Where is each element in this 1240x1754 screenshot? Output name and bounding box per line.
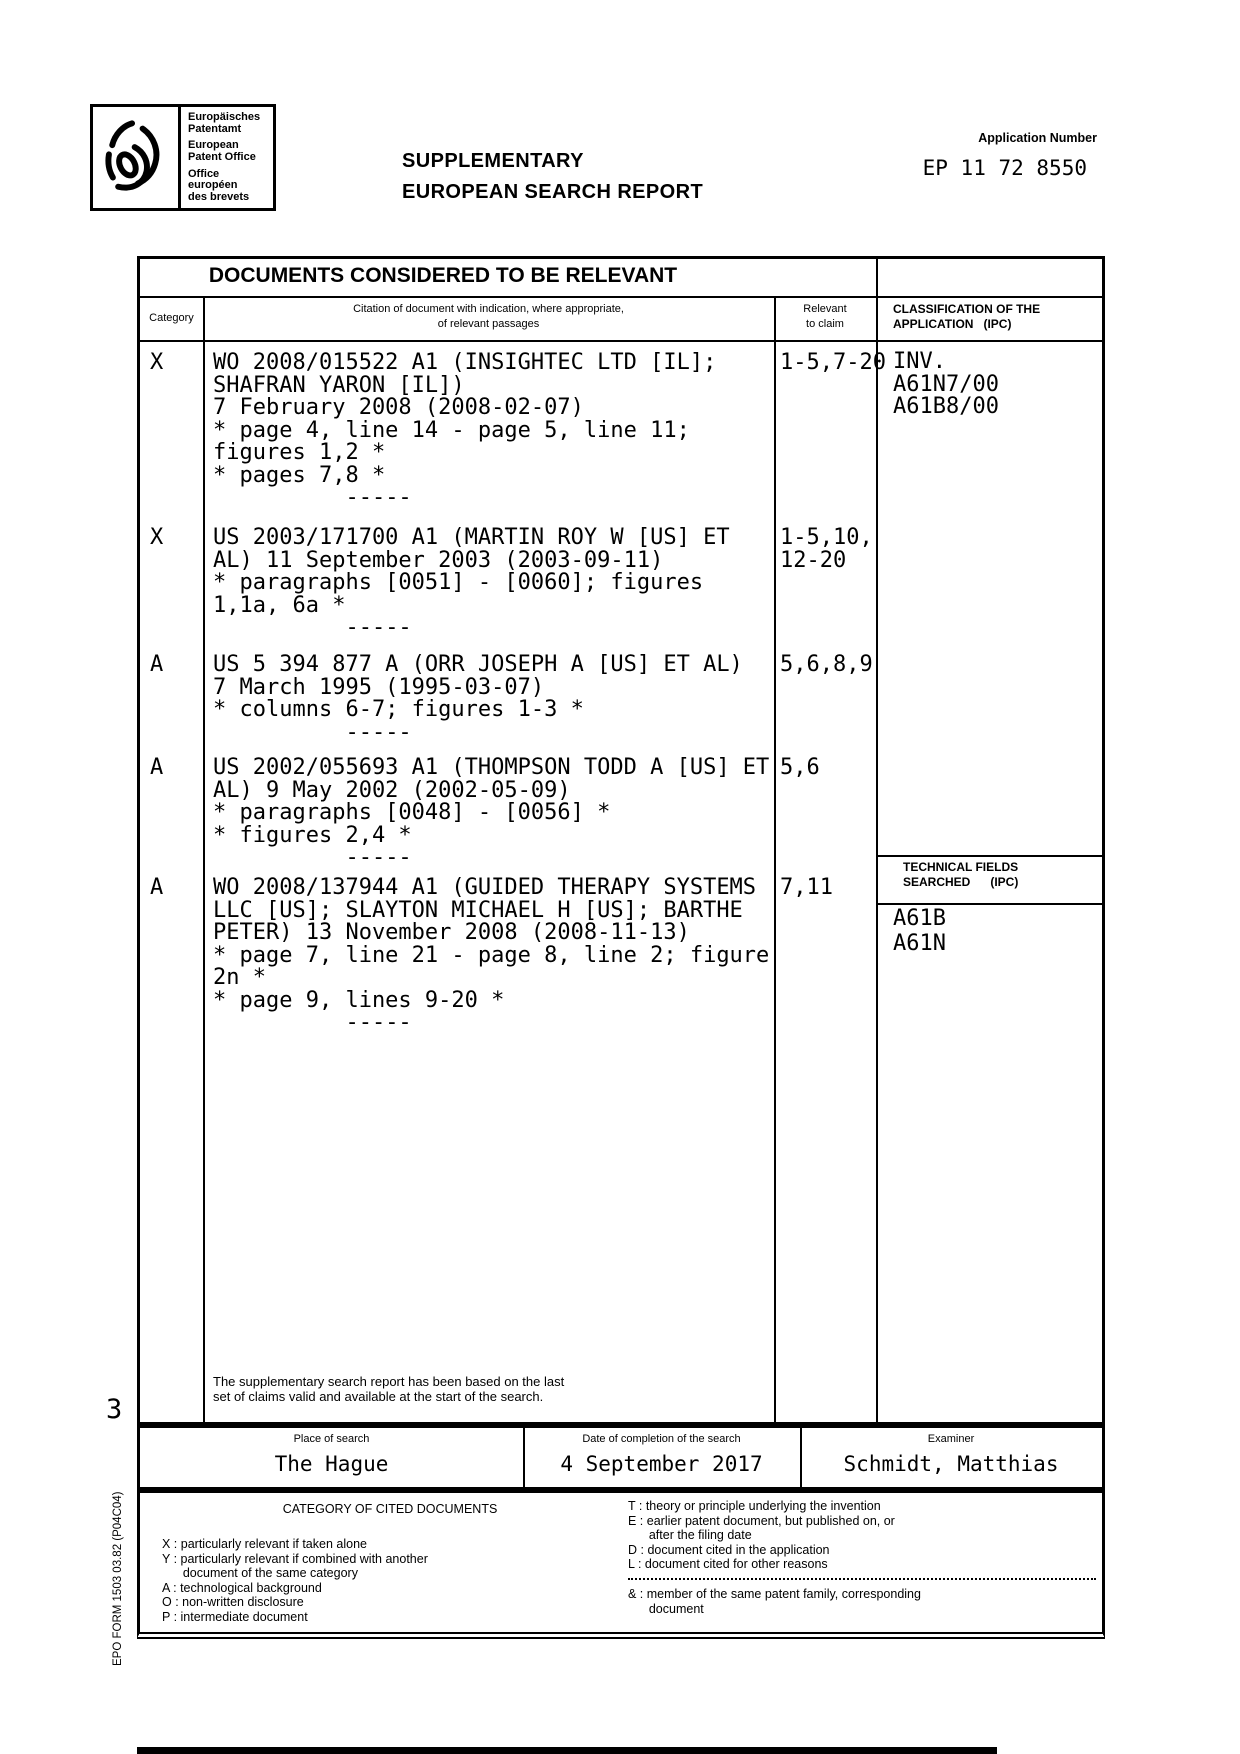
documents-table [137,256,1105,1425]
legend-codes-bottom: & : member of the same patent family, corresponding document [628,1587,921,1616]
date-of-completion-label: Date of completion of the search [582,1433,741,1445]
epo-logo-icon [103,114,169,202]
place-of-search-value: The Hague [274,1452,389,1476]
legend-codes-top: T : theory or principle underlying the invention E : earlier patent document, but published on, or after the filing date D : document cited in the application L : document cited for other reasons [628,1499,895,1572]
column-header-relevant: Relevant to claim [803,303,847,330]
entry-relevant-claims: 5,6 [780,755,820,780]
entry-category: X [150,525,164,550]
column-header-citation: Citation of document with indication, where appropriate, of relevant passages [353,303,624,330]
epo-logo [93,107,181,208]
report-title-line2: EUROPEAN SEARCH REPORT [402,181,704,203]
technical-fields-values: A61B A61N [893,906,946,956]
technical-fields-label: TECHNICAL FIELDS SEARCHED (IPC) [903,860,1019,889]
legend-categories: X : particularly relevant if taken alone Y : particularly relevant if combined with another document of the same category A : technological background O : non-written disclosure P : intermediate document [162,1537,428,1624]
page-number: 3 [106,1394,123,1425]
search-basis-note: The supplementary search report has been based on the last set of claims valid and available at the start of the search. [213,1374,565,1404]
epo-logo-box [90,104,276,211]
entry-relevant-claims: 5,6,8,9 [780,652,873,677]
form-code: EPO FORM 1503 03.82 (P04C04) [112,1491,124,1666]
entry-relevant-claims: 7,11 [780,875,833,900]
classification-column-divider [876,259,878,1422]
relevant-column-divider [774,296,776,1422]
legend-title: CATEGORY OF CITED DOCUMENTS [282,1502,498,1516]
entry-citation: US 5 394 877 A (ORR JOSEPH A [US] ET AL) 7 March 1995 (1995-03-07) * columns 6-7; figures 1-3 * ----- [213,652,743,745]
column-header-classification: CLASSIFICATION OF THE APPLICATION (IPC) [893,302,1041,331]
epo-name-german: Europäisches Patentamt [188,111,261,135]
entry-category: A [150,755,164,780]
epo-name-english: European Patent Office [188,139,256,163]
report-title [402,146,703,208]
column-header-category: Category [149,312,194,324]
entry-citation: WO 2008/137944 A1 (GUIDED THERAPY SYSTEMS LLC [US]; SLAYTON MICHAEL H [US]; BARTHE PETER) 13 November 2008 (2008-11-13) * page 7, line 21 - page 8, line 2; figure 2n * * page 9, lines 9-20 * ----- [213,875,770,1035]
entry-relevant-claims: 1-5,10, 12-20 [780,525,873,573]
examiner-label: Examiner [927,1433,975,1445]
technical-fields-box-bottom [876,903,1102,905]
technical-fields-box-top [876,855,1102,857]
header-row-divider [140,340,1102,342]
table-title: DOCUMENTS CONSIDERED TO BE RELEVANT [208,264,678,287]
page-edge-bar [137,1747,997,1754]
place-of-search-label: Place of search [293,1433,370,1445]
search-info-table [137,1425,1105,1490]
entry-citation: US 2002/055693 A1 (THOMPSON TODD A [US] ET AL) 9 May 2002 (2002-05-09) * paragraphs [0048] - [0056] * * figures 2,4 * ----- [213,755,770,870]
entry-relevant-claims: 1-5,7-20 [780,350,886,375]
examiner-value: Schmidt, Matthias [843,1452,1059,1476]
entry-citation: US 2003/171700 A1 (MARTIN ROY W [US] ET AL) 11 September 2003 (2003-09-11) * paragraphs [0051] - [0060]; figures 1,1a, 6a * ----- [213,525,730,640]
classification-values: INV. A61N7/00 A61B8/00 [893,349,999,419]
date-of-completion-value: 4 September 2017 [560,1452,763,1476]
entry-category: A [150,652,164,677]
application-number-label: Application Number [978,131,1097,145]
entry-category: X [150,350,164,375]
epo-logo-names [181,107,273,208]
epo-name-french: Office européen des brevets [188,167,250,203]
report-title-line1: SUPPLEMENTARY [402,150,584,172]
title-row-divider [140,296,1102,298]
application-number-value: EP 11 72 8550 [922,156,1087,180]
cited-documents-legend [137,1490,1105,1639]
entry-citation: WO 2008/015522 A1 (INSIGHTEC LTD [IL]; SHAFRAN YARON [IL]) 7 February 2008 (2008-02-07) * page 4, line 14 - page 5, line 11; figures 1,2 * * pages 7,8 * ----- [213,350,717,510]
legend-dotted-divider [628,1578,1096,1580]
entry-category: A [150,875,164,900]
category-column-divider [203,296,205,1422]
